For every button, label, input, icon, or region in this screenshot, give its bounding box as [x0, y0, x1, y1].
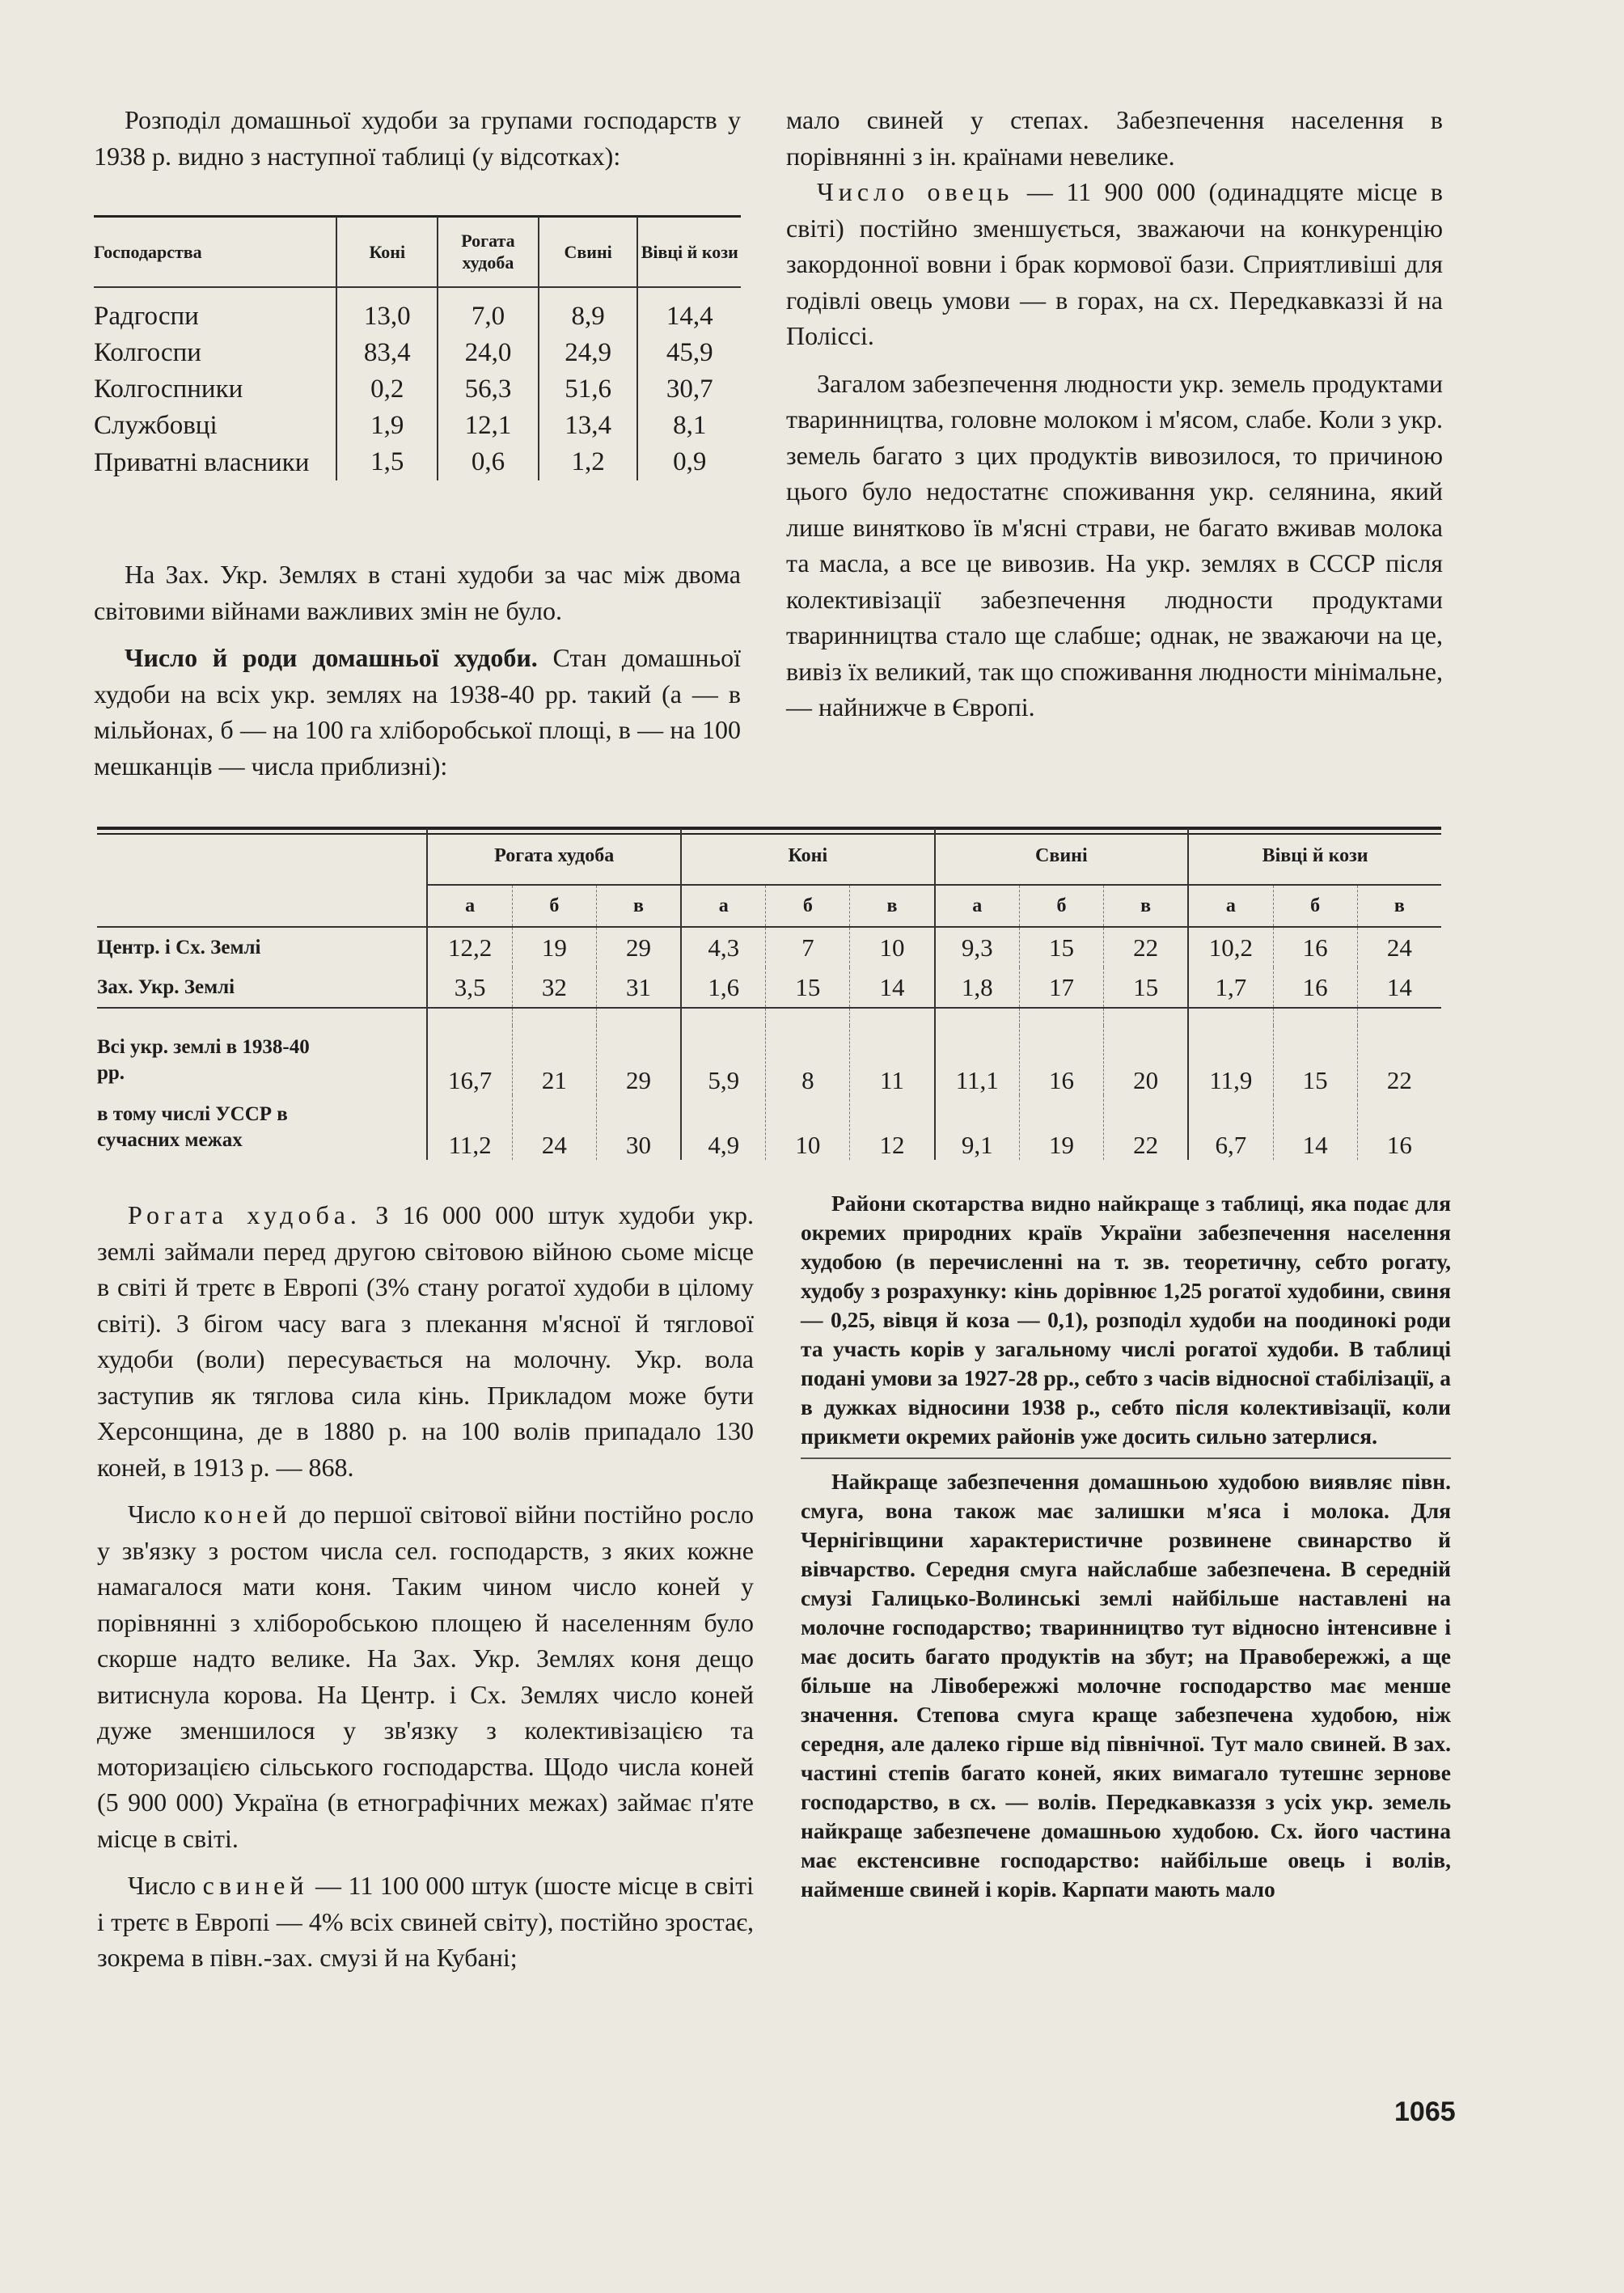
- cell: 11,1: [935, 1026, 1020, 1095]
- paragraph-number-kinds: [94, 640, 741, 784]
- cell: 22: [1104, 1095, 1189, 1160]
- table2-group-header: Свині: [935, 828, 1189, 885]
- table2-livestock-by-region: [97, 828, 1441, 1160]
- cell: 24,0: [438, 335, 539, 371]
- row-label: Зах. Укр. Землі: [97, 975, 235, 998]
- cell: 30,7: [637, 371, 741, 408]
- cell: 14: [850, 967, 935, 1008]
- cell: 7: [766, 927, 850, 967]
- cell: 45,9: [637, 335, 741, 371]
- cell: 15: [1019, 927, 1103, 967]
- cell: 16: [1357, 1095, 1441, 1160]
- table2-group-header: Рогата худоба: [427, 828, 681, 885]
- cell: 1,2: [539, 444, 638, 480]
- row-label: Службовці: [94, 411, 218, 440]
- table1-header: Рогата худоба: [438, 217, 539, 287]
- cell: 7,0: [438, 298, 539, 335]
- paragraph-western-lands: На Зах. Укр. Землях в стані худоби за час між двома світовими війнами важливих змін не було.: [94, 560, 741, 625]
- table-row: [94, 444, 741, 480]
- cell: 9,3: [935, 927, 1020, 967]
- cell: 24,9: [539, 335, 638, 371]
- table-row: [97, 967, 1441, 1008]
- cell: 5,9: [681, 1026, 766, 1095]
- row-label: Радгоспи: [94, 302, 199, 331]
- cell: 6,7: [1188, 1095, 1273, 1160]
- cell: 30: [596, 1095, 681, 1160]
- paragraph-text: Число: [128, 1871, 203, 1900]
- table-row: [97, 1026, 1441, 1095]
- table2-sub-header: в: [1357, 885, 1441, 927]
- cell: 15: [1104, 967, 1189, 1008]
- cell: 83,4: [336, 335, 438, 371]
- table2-sub-header: а: [681, 885, 766, 927]
- table2-sub-header: а: [935, 885, 1020, 927]
- cell: 13,0: [336, 298, 438, 335]
- cell: 10: [850, 927, 935, 967]
- row-label: Колгоспи: [94, 338, 201, 367]
- cell: 24: [512, 1095, 596, 1160]
- row-label: Приватні власники: [94, 447, 310, 477]
- cell: 1,9: [336, 408, 438, 444]
- cell: 15: [766, 967, 850, 1008]
- cell: 11,9: [1188, 1026, 1273, 1095]
- cell: 20: [1104, 1026, 1189, 1095]
- paragraph-best-supply: Найкраще забезпечення домашньою худобою виявляє півн. смуга, вона також має залишки м'яса і молока. Для Чернігівщини характеристичне розвинене свинарство й вівчарство. Середня смуга найслабше забезпечена. В середній смузі Галицько-Волинські землі найбільше наставлені на молочне господарство; тваринництво тут відносно інтенсивне і має досить багато продуктів на збут; на Правобережжі, а ще більше на Лівобережжі молочне господарство має менше значення. Степова смуга краще забезпечена худобою, ніж середня, але далеко гірше від північної. Тут мало свиней. В зах. частині степів багато коней, яких вимагало тутешнє зернове господарство, в сх. — волів. Передкавказзя з усіх укр. земель найкраще забезпечене домашньою худобою. Сх. його частина має екстенсивне господарство: найбільше овець і волів, найменше свиней і корів. Карпати мають мало: [801, 1468, 1451, 1902]
- table1-header: Коні: [336, 217, 438, 287]
- spaced-term: Число овець: [817, 177, 1014, 206]
- cell: 22: [1104, 927, 1189, 967]
- table1-intro: Розподіл домашньої худоби за групами господарств у 1938 р. видно з наступної таблиці (у відсотках):: [94, 105, 741, 171]
- table1-livestock-by-farm-type: [94, 217, 741, 480]
- cell: 51,6: [539, 371, 638, 408]
- cell: 14,4: [637, 298, 741, 335]
- cell: 9,1: [935, 1095, 1020, 1160]
- cell: 14: [1357, 967, 1441, 1008]
- cell: 19: [1019, 1095, 1103, 1160]
- row-label: Колгоспники: [94, 374, 243, 404]
- paragraph-text: З 16 000 000 штук худоби укр. землі займали перед другою світовою війною сьоме місце в світі й третє в Европі (3% стану рогатої худоби в цілому світі). З бігом часу вага з плекання м'ясної й тяглової худоби (воли) пересувається на молочну. Укр. вола заступив як тяглова сила кінь. Прикладом може бути Херсонщина, де в 1880 р. на 100 волів припадало 130 коней, в 1913 р. — 868.: [97, 1200, 755, 1482]
- table2-group-header: Коні: [681, 828, 934, 885]
- table-row: [94, 298, 741, 335]
- cell: 24: [1357, 927, 1441, 967]
- table-row: [94, 371, 741, 408]
- cell: 0,2: [336, 371, 438, 408]
- cell: 13,4: [539, 408, 638, 444]
- cell: 14: [1273, 1095, 1357, 1160]
- cell: 12,1: [438, 408, 539, 444]
- table2-sub-header: а: [427, 885, 512, 927]
- table1-header: Вівці й кози: [637, 217, 741, 287]
- cell: 15: [1273, 1026, 1357, 1095]
- cell: 22: [1357, 1026, 1441, 1095]
- table2-sub-header: б: [1273, 885, 1357, 927]
- cell: 17: [1019, 967, 1103, 1008]
- row-label: Всі укр. землі в 1938-40 рр.: [97, 1036, 310, 1084]
- right-top-column: [786, 102, 1443, 726]
- cell: 29: [596, 927, 681, 967]
- cell: 31: [596, 967, 681, 1008]
- table2-group-header: Вівці й кози: [1188, 828, 1441, 885]
- table-row: [97, 927, 1441, 967]
- cell: 0,9: [637, 444, 741, 480]
- table2-sub-header: в: [850, 885, 935, 927]
- cell: 10,2: [1188, 927, 1273, 967]
- cell: 16: [1019, 1026, 1103, 1095]
- cell: 8: [766, 1026, 850, 1095]
- left-top-column: [94, 102, 741, 174]
- paragraph-text: — 11 900 000 (одинадцяте місце в світі) постійно зменшується, зважаючи на конкуренцію закордонної вовни і брак кормової бази. Сприятливіші для годівлі овець умови — в горах, на сх. Передкавказзі й на Поліссі.: [786, 177, 1444, 350]
- cell: 16: [1273, 927, 1357, 967]
- cell: 10: [766, 1095, 850, 1160]
- paragraph-sheep: [786, 174, 1443, 354]
- paragraph-cattle: [97, 1197, 754, 1485]
- table-row: [97, 1095, 1441, 1160]
- cell: 11: [850, 1026, 935, 1095]
- cell: 1,8: [935, 967, 1020, 1008]
- spaced-term: Рогата худоба.: [128, 1200, 362, 1229]
- cell: 0,6: [438, 444, 539, 480]
- paragraph-pigs-cont: мало свиней у степах. Забезпечення населення в порівнянні з ін. країнами невелике.: [786, 105, 1443, 171]
- table2-sub-header: б: [766, 885, 850, 927]
- paragraph-horses: [97, 1496, 754, 1856]
- paragraph-text: — 11 100 000 штук (шосте місце в світі і третє в Европі — 4% всіх свиней світу), постійно зростає, зокрема в півн.-зах. смузі й на Кубані;: [97, 1871, 755, 1972]
- cell: 21: [512, 1026, 596, 1095]
- paragraph-supply: Загалом забезпечення людности укр. земель продуктами тваринництва, головне молоком і м'ясом, слабе. Коли з укр. земель багато з цих продуктів вивозилося, то причиною цього було недостатнє споживання укр. селянина, який лише винятково їв м'ясні страви, не багато вживав молока та масла, а все це вивозив. На укр. землях в СССР після колективізації забезпечення людности продуктами тваринництва стало ще слабше; однак, не зважаючи на це, вивіз їх великий, так що споживання людности мінімальне, — найнижче в Європі.: [786, 368, 1443, 721]
- cell: 16,7: [427, 1026, 512, 1095]
- section-text: Стан домашньої худоби на всіх укр. землях на 1938-40 рр. такий (а — в мільйонах, б — на 100 га хліборобської площі, в — на 100 мешканців — числа приблизні):: [94, 643, 742, 781]
- left-bottom-column: [97, 1197, 754, 1976]
- cell: 8,9: [539, 298, 638, 335]
- paragraph-text: Число: [128, 1500, 204, 1529]
- paragraph-pigs: [97, 1868, 754, 1976]
- table-row: [94, 335, 741, 371]
- section-heading: Число й роди домашньої худоби.: [125, 643, 538, 672]
- table1-header: Свині: [539, 217, 638, 287]
- table1-header: Господарства: [94, 241, 202, 262]
- cell: 3,5: [427, 967, 512, 1008]
- spaced-term: коней: [204, 1500, 292, 1529]
- cell: 29: [596, 1026, 681, 1095]
- table2-sub-header: а: [1188, 885, 1273, 927]
- cell: 11,2: [427, 1095, 512, 1160]
- cell: 1,5: [336, 444, 438, 480]
- page-number: 1065: [1394, 2096, 1456, 2127]
- paragraph-livestock-regions: Райони скотарства видно найкраще з таблиці, яка подає для окремих природних країв України забезпечення населення худобою (в перечисленні на т. зв. теоретичну, себто рогату, худобу з розрахунку: кінь дорівнює 1,25 рогатої худобини, свиня — 0,25, вівця й коза — 0,1), розподіл худоби на поодинокі роди та участь корів у загальному числі рогатої худоби. В таблиці подані умови за 1927-28 рр., себто з часів відносної стабілізації, а в дужках відносини 1938 р., себто після колективізації, коли прикмети окремих районів уже досить сильно затерлися.: [801, 1191, 1451, 1449]
- spaced-term: свиней: [202, 1871, 309, 1900]
- paragraph-text: до першої світової війни постійно росло у зв'язку з ростом числа сел. господарств, з яких кожне намагалося мати коня. Таким чином число коней у порівнянні з хліборобською площею й населенням було скорше надто велике. На Зах. Укр. Землях коня дещо витиснула корова. На Центр. і Сх. Землях число коней дуже зменшилося у зв'язку з колективізацією та моторизацією сільського господарства. Щодо числа коней (5 900 000) Україна (в етнографічних межах) займає п'яте місце в світі.: [97, 1500, 755, 1853]
- cell: 4,3: [681, 927, 766, 967]
- table2-sub-header: б: [1019, 885, 1103, 927]
- cell: 1,7: [1188, 967, 1273, 1008]
- cell: 4,9: [681, 1095, 766, 1160]
- cell: 8,1: [637, 408, 741, 444]
- cell: 16: [1273, 967, 1357, 1008]
- row-label: Центр. і Сх. Землі: [97, 936, 261, 958]
- right-bottom-column: [801, 1189, 1451, 1904]
- table-row: [94, 408, 741, 444]
- left-mid-column: [94, 556, 741, 784]
- table2-sub-header: в: [1104, 885, 1189, 927]
- table2-sub-header: в: [596, 885, 681, 927]
- table2-sub-header: б: [512, 885, 596, 927]
- cell: 19: [512, 927, 596, 967]
- table2-corner: [97, 828, 427, 927]
- cell: 32: [512, 967, 596, 1008]
- row-label: в тому числі УССР в сучасних межах: [97, 1103, 288, 1151]
- divider: [801, 1457, 1451, 1459]
- cell: 1,6: [681, 967, 766, 1008]
- cell: 12,2: [427, 927, 512, 967]
- cell: 12: [850, 1095, 935, 1160]
- cell: 56,3: [438, 371, 539, 408]
